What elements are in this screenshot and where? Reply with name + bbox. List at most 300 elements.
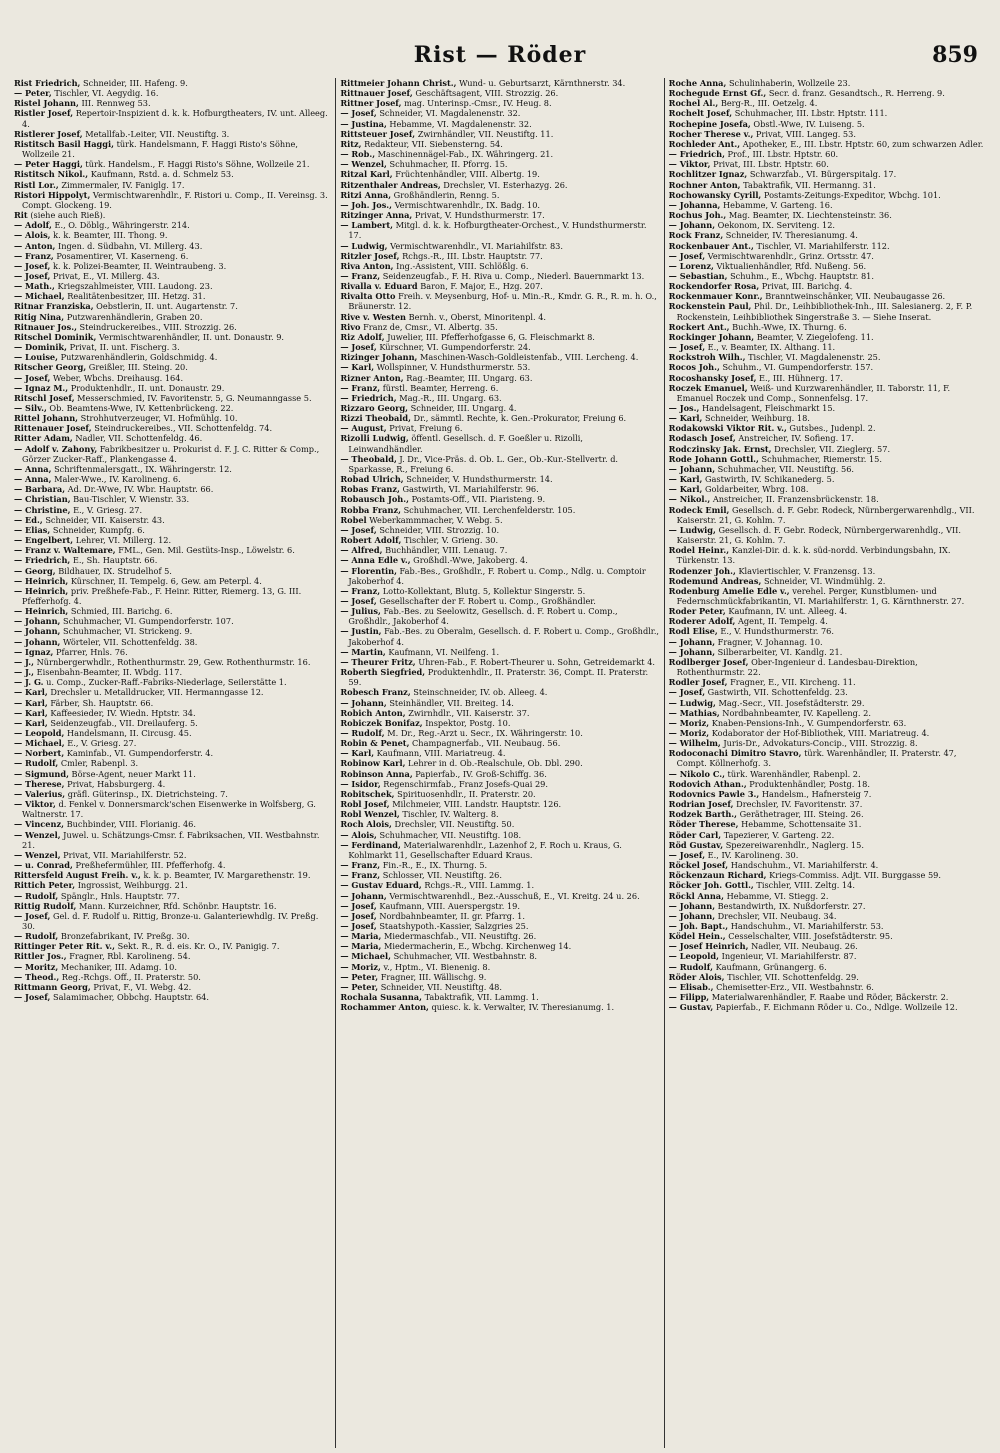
entry-name: Ritnar Franziska, xyxy=(14,301,94,312)
entry-name: Ristitsch Basil Haggi, xyxy=(14,138,114,149)
directory-entry xyxy=(340,830,659,840)
entry-details: Beamter, V. Ziegelofeng. 11. xyxy=(756,331,874,342)
entry-details: Kaufmann, Rstd. a. d. Schmelz 53. xyxy=(90,169,234,180)
entry-name: Rock Franz, xyxy=(668,230,724,241)
directory-entry xyxy=(14,962,331,972)
directory-entry xyxy=(340,891,659,901)
entry-details: Börse-Agent, neuer Markt 11. xyxy=(71,768,196,779)
directory-entry xyxy=(14,169,331,179)
directory-entry xyxy=(340,210,659,220)
entry-details: Schneider, III. Ungarg. 4. xyxy=(410,403,517,413)
entry-name: Rittinger Peter Rit. v., xyxy=(14,941,115,952)
directory-entry xyxy=(669,220,986,230)
entry-details: Steinhändler, VII. Breiteg. 14. xyxy=(389,697,514,708)
entry-name: — Theobald, xyxy=(340,453,397,464)
directory-entry xyxy=(669,200,986,210)
entry-name: Rodl Elise, xyxy=(668,626,718,637)
entry-name: — Jos., xyxy=(668,403,700,413)
directory-entry xyxy=(14,515,331,525)
directory-entry xyxy=(669,403,986,413)
entry-name: — Gustav Eduard, xyxy=(340,880,422,891)
directory-entry xyxy=(669,901,986,911)
directory-entry xyxy=(340,809,659,819)
entry-details: Lehrer, VI. Millerg. 12. xyxy=(75,535,172,546)
entry-details: Tischler, VI. Aegydig. 16. xyxy=(54,88,159,99)
entry-details: Pfarrer, Hnls. 76. xyxy=(55,646,128,657)
entry-details: Miedermaschfab., VII. Neustiftg. 26. xyxy=(383,931,537,942)
directory-entry xyxy=(14,139,331,159)
entry-name: — Anna, xyxy=(14,463,52,474)
entry-name: Ristitsch Nikol., xyxy=(14,169,89,180)
directory-entry xyxy=(14,484,331,494)
entry-name: — Nikolo C., xyxy=(668,768,725,779)
directory-entry xyxy=(340,139,659,149)
entry-name: Rittersfeld August Freih. v., xyxy=(14,870,141,881)
directory-entry xyxy=(669,169,986,179)
entry-details: Materialwarenhändler, F. Raabe und Röder, Bäckerstr. 2. xyxy=(711,992,949,1003)
entry-details: Schneider, Kumpfg. 6. xyxy=(52,524,145,535)
directory-entry xyxy=(14,626,331,636)
entry-details: Drechsler, VII. Zieglerg. 57. xyxy=(774,443,891,454)
entry-name: — Georg, xyxy=(14,565,56,576)
directory-entry xyxy=(340,657,659,667)
entry-name: Rockinger Johann, xyxy=(668,331,755,342)
entry-name: — Karl, xyxy=(14,697,48,708)
entry-details: Posamentirer, VI. Kaserneng. 6. xyxy=(56,250,189,261)
entry-details: Färber, Sh. Hauptstr. 66. xyxy=(50,697,154,708)
entry-details: Klaviertischler, V. Franzensg. 13. xyxy=(738,565,876,576)
directory-entry xyxy=(14,494,331,504)
directory-entry xyxy=(669,769,986,779)
entry-details: Maschinen-Wasch-Goldleistenfab., VIII. Lercheng. 4. xyxy=(420,352,639,363)
entry-details: Metallfab.-Leiter, VII. Neustiftg. 3. xyxy=(85,128,230,139)
directory-entry xyxy=(340,413,659,423)
directory-entry xyxy=(669,962,986,972)
directory-entry xyxy=(14,78,331,88)
directory-entry xyxy=(14,779,331,789)
entry-details: Drechsler, VI. Esterhazyg. 26. xyxy=(443,179,568,190)
entry-name: — Louise, xyxy=(14,352,58,363)
entry-details: Vermischtwarenhändler, II. unt. Donaustr. 9. xyxy=(98,331,285,342)
entry-details: Staatshypoth.-Kassier, Salzgries 25. xyxy=(379,920,529,931)
directory-entry xyxy=(14,535,331,545)
entry-name: — Anton, xyxy=(14,240,56,251)
entry-name: Robin & Penet, xyxy=(340,738,410,749)
entry-details: Kaffeesieder, IV. Wiedn. Hptstr. 34. xyxy=(50,707,196,718)
entry-details: Schuhmacher, VI. Strickeng. 9. xyxy=(63,626,193,637)
entry-name: Ristlerer Josef, xyxy=(14,128,83,139)
directory-entry xyxy=(340,281,659,291)
directory-entry xyxy=(669,159,986,169)
entry-name: Ritscher Georg, xyxy=(14,362,87,373)
directory-entry xyxy=(340,494,659,504)
entry-details: Produktenhdlr., II. unt. Donaustr. 29. xyxy=(70,382,225,393)
entry-name: — Karl, xyxy=(668,474,703,485)
page-title: Rist — Röder xyxy=(413,42,587,68)
entry-details: E., O. Döblg., Währingerstr. 214. xyxy=(54,220,190,231)
entry-name: Rist Friedrich, xyxy=(14,78,81,88)
entry-details: Privat, II. unt. Fischerg. 3. xyxy=(69,342,180,353)
entry-name: — Josef, xyxy=(340,910,377,921)
entry-details: Wund- u. Geburtsarzt, Kärnthnerstr. 34. xyxy=(459,78,626,88)
entry-name: Ritnauer Jos., xyxy=(14,321,77,332)
entry-name: Rochepine Josefa, xyxy=(668,118,751,129)
entry-name: — J., xyxy=(14,667,34,678)
directory-entry xyxy=(340,687,659,697)
directory-entry xyxy=(340,951,659,961)
entry-details: Gastwirth, VI. Mariahilferstr. 96. xyxy=(402,484,539,495)
entry-name: — Maria, xyxy=(340,931,382,942)
entry-name: — Peter, xyxy=(14,88,52,99)
directory-entry xyxy=(340,698,659,708)
entry-details: öffentl. Gesellsch. d. F. Goeßler u. Rizolli, Leinwandhändler. xyxy=(348,433,584,454)
directory-entry xyxy=(14,799,331,819)
entry-details: Vermischtwarenhdl., Bez.-Ausschuß, E., VI. Kreitg. 24 u. 26. xyxy=(389,890,640,901)
directory-entry xyxy=(340,931,659,941)
entry-name: — Justina, xyxy=(340,118,387,129)
entry-name: — Josef, xyxy=(340,595,377,606)
entry-details: Schneider, VII. Neustiftg. 48. xyxy=(380,981,502,992)
entry-details: Oebstlerin, II. unt. Augartenstr. 7. xyxy=(96,301,238,312)
entry-details: Schneider, III. Hafeng. 9. xyxy=(83,78,188,88)
entry-details: Hebamme, Schottensaite 31. xyxy=(741,819,862,830)
entry-name: Rochelt Josef, xyxy=(668,108,733,119)
entry-details: Hebamme, VI. Magdalenenstr. 32. xyxy=(389,118,532,129)
entry-name: Rockendorfer Rosa, xyxy=(668,281,760,292)
entry-name: — Lambert, xyxy=(340,220,393,231)
directory-entry xyxy=(340,769,659,779)
entry-details: Privat, III. Barichg. 4. xyxy=(761,281,853,292)
directory-entry xyxy=(669,505,986,525)
entry-name: Röckel Josef, xyxy=(668,860,729,871)
entry-details: Buchbinder, VIII. Florianig. 46. xyxy=(66,819,196,830)
entry-name: — Peter, xyxy=(340,971,379,982)
entry-name: — u. Conrad, xyxy=(14,860,73,871)
directory-entry xyxy=(340,312,659,322)
entry-name: Rodenzer Joh., xyxy=(668,565,736,576)
directory-entry xyxy=(669,830,986,840)
entry-details: Mann. Kurzeichner, Rfd. Schönbr. Hauptstr. 16. xyxy=(79,900,277,911)
entry-details: Bildhauer, IX. Strudelhof 5. xyxy=(58,565,172,576)
entry-details: Obstl.-Wwe, IV. Luiseng. 5. xyxy=(753,118,865,129)
entry-name: Ritschel Dominik, xyxy=(14,331,97,342)
entry-details: Oekonom, IX. Serviteng. 12. xyxy=(717,220,836,231)
entry-name: Rochegude Ernst Gf., xyxy=(668,88,767,99)
entry-name: — Josef, xyxy=(340,524,377,535)
directory-entry xyxy=(14,373,331,383)
entry-name: Röder Therese, xyxy=(668,819,739,830)
entry-name: Rodczinsky Jak. Ernst, xyxy=(668,443,772,454)
entry-details: E., V. Hundsthurmerstr. 76. xyxy=(720,626,834,637)
entry-name: — Karl, xyxy=(14,707,48,718)
directory-entry xyxy=(669,738,986,748)
entry-name: Röckenzaun Richard, xyxy=(668,870,767,881)
entry-name: Rocos Joh., xyxy=(668,362,720,373)
entry-name: — Wenzel, xyxy=(340,159,387,170)
entry-details: Freih. v. Meysenburg, Hof- u. Min.-R., Kmdr. G. R., R. m. h. O., Bräunerstr. 12. xyxy=(348,291,657,312)
entry-details: Schuhmacher, II. Pforrg. 15. xyxy=(389,159,508,170)
directory-entry xyxy=(340,718,659,728)
entry-details: Ad. Dr.-Wwe, IV. Wbr. Hauptstr. 66. xyxy=(67,484,214,495)
entry-details: Großhdl.-Wwe, Jakoberg. 4. xyxy=(413,555,528,566)
entry-details: mag. Unterinsp.-Cmsr., IV. Heug. 8. xyxy=(404,98,552,109)
directory-entry xyxy=(14,230,331,240)
entry-name: — Josef, xyxy=(668,849,706,860)
entry-name: Rittich Peter, xyxy=(14,880,76,891)
entry-name: Ristl Lor., xyxy=(14,179,59,190)
entry-name: — Johann, xyxy=(340,890,387,901)
entry-name: Roderer Adolf, xyxy=(668,616,736,627)
entry-name: Robba Franz, xyxy=(340,504,401,515)
entry-name: — Karl, xyxy=(340,362,375,373)
directory-entry xyxy=(14,758,331,768)
entry-name: — Karl, xyxy=(14,687,48,698)
directory-entry xyxy=(340,423,659,433)
entry-details: Cmler, Rabenpl. 3. xyxy=(60,758,139,769)
directory-entry xyxy=(340,606,659,626)
directory-column-left xyxy=(10,78,335,1448)
entry-details: Viktualienhändler, Rfd. Nußeng. 56. xyxy=(716,260,867,271)
entry-details: quiesc. k. k. Verwalter, IV. Theresianumg. 1. xyxy=(431,1002,615,1013)
entry-name: Rizzaro Georg, xyxy=(340,403,409,413)
directory-entry xyxy=(669,698,986,708)
directory-entry xyxy=(14,332,331,342)
directory-entry xyxy=(340,758,659,768)
entry-details: Papierfab., F. Eichmann Röder u. Co., Ndlge. Wollzeile 12. xyxy=(715,1002,958,1013)
directory-entry xyxy=(669,494,986,504)
entry-details: J. Dr., Vice-Präs. d. Ob. L. Ger., Ob.-Kur.-Stellvertr. d. Sparkasse, R., Freiung 6. xyxy=(348,453,619,474)
entry-name: — Rudolf, xyxy=(14,758,59,769)
directory-entry xyxy=(340,596,659,606)
entry-name: — Alois, xyxy=(14,230,51,241)
directory-entry xyxy=(669,616,986,626)
entry-name: Robas Franz, xyxy=(340,484,400,495)
entry-details: Gesellsch. d. F. Gebr. Rodeck, Nürnbergerwarenhdlg., VII. Kaiserstr. 21, G. Kohlm. 7. xyxy=(676,504,975,525)
entry-details: Zimmermaler, IV. Faniglg. 17. xyxy=(61,179,185,190)
entry-name: — Moriz, xyxy=(340,961,381,972)
entry-name: Robesch Franz, xyxy=(340,687,411,698)
directory-entry xyxy=(669,271,986,281)
entry-name: — August, xyxy=(340,423,387,434)
entry-name: — Ludwig, xyxy=(668,697,716,708)
directory-entry xyxy=(14,555,331,565)
entry-details: Vermischtwarenhdlr., IX. Badg. 10. xyxy=(394,199,541,210)
entry-details: Papierfab., IV. Groß-Schiffg. 36. xyxy=(415,768,547,779)
entry-details: Handelsm., Hafnersteig 7. xyxy=(761,788,872,799)
entry-details: Produktenhdlr., II. Praterstr. 36, Compt. II. Praterstr. 59. xyxy=(348,667,649,688)
entry-details: Secr. d. franz. Gesandtsch., R. Herreng. 9. xyxy=(768,88,945,99)
directory-entry xyxy=(14,637,331,647)
directory-entry xyxy=(340,992,659,1002)
directory-entry xyxy=(14,911,331,931)
entry-name: Rodasch Josef, xyxy=(668,433,736,444)
entry-name: — Peter Haggi, xyxy=(14,159,83,170)
entry-details: Tischler, VI. Mariahilferstr. 112. xyxy=(756,240,890,251)
directory-entry xyxy=(340,972,659,982)
entry-details: Putzwarenhändlerin, Graben 20. xyxy=(66,311,203,322)
directory-entry xyxy=(340,708,659,718)
directory-entry xyxy=(14,190,331,210)
entry-name: Ristel Johann, xyxy=(14,98,79,109)
directory-entry xyxy=(14,972,331,982)
entry-name: — Vincenz, xyxy=(14,819,64,830)
entry-name: — Heinrich, xyxy=(14,606,69,617)
entry-details: Schneider, Weihburg. 18. xyxy=(705,413,810,424)
entry-details: Cesselschalter, VIII. Josefstädterstr. 95. xyxy=(728,931,893,942)
entry-name: Ritter Adam, xyxy=(14,433,73,444)
directory-entry xyxy=(340,586,659,596)
directory-entry xyxy=(14,718,331,728)
entry-name: — Michael, xyxy=(340,951,391,962)
entry-details: Gastwirth, VII. Schottenfeldg. 23. xyxy=(707,687,848,698)
entry-details: Privat, E., VI. Millerg. 43. xyxy=(53,270,160,281)
entry-name: — Dominik, xyxy=(14,342,67,353)
entry-name: Robinow Karl, xyxy=(340,758,406,769)
entry-name: — Karl, xyxy=(14,717,48,728)
entry-name: — Johann, xyxy=(668,463,716,474)
entry-details: Reg.-Rchgs. Off., II. Praterstr. 50. xyxy=(61,971,201,982)
entry-name: — Franz, xyxy=(14,250,54,261)
directory-entry xyxy=(340,119,659,129)
entry-name: — Karl, xyxy=(340,748,375,759)
entry-details: Ob. Beamtens-Wwe, IV. Kettenbrückeng. 22. xyxy=(49,403,234,413)
entry-details: Weiß- und Kurzwarenhändler, II. Taborstr. 11, F. Emanuel Roczek und Comp., Sonnenfelsg. 17. xyxy=(676,382,951,403)
entry-details: E., V. Griesg. 27. xyxy=(67,738,137,749)
entry-name: Rocher Therese v., xyxy=(668,128,754,139)
entry-name: — Ignaz, xyxy=(14,646,54,657)
entry-name: — Florentin, xyxy=(340,565,397,576)
entry-details: Rchgs.-R., VIII. Lammg. 1. xyxy=(424,880,535,891)
entry-details: Geschäftsagent, VIII. Strozzig. 26. xyxy=(415,88,559,99)
entry-name: Rodoconachi Dimitro Stavro, xyxy=(668,748,802,759)
entry-details: Nordbahnbeamter, IV. Kapelleng. 2. xyxy=(722,707,871,718)
entry-details: Rchgs.-R., III. Lbstr. Hauptstr. 77. xyxy=(402,250,543,261)
entry-details: Kaminfab., VI. Gumpendorferstr. 4. xyxy=(66,748,214,759)
entry-name: Riva Anton, xyxy=(340,260,394,271)
entry-details: Schwarzfab., VI. Bürgerspitalg. 17. xyxy=(749,169,897,180)
entry-details: Drechsler, VII. Neubaug. 34. xyxy=(717,910,837,921)
directory-entry xyxy=(669,413,986,423)
entry-name: Rodakowski Viktor Rit. v., xyxy=(668,423,787,434)
directory-entry xyxy=(669,891,986,901)
entry-details: Nordbahnbeamter, II. gr. Pfarrg. 1. xyxy=(379,910,525,921)
entry-name: Ritschl Josef, xyxy=(14,392,75,403)
directory-entry xyxy=(14,698,331,708)
entry-details: Silberarbeiter, VI. Kandlg. 21. xyxy=(717,646,843,657)
directory-entry xyxy=(340,870,659,880)
directory-entry xyxy=(14,322,331,332)
entry-name: — Alois, xyxy=(340,829,377,840)
entry-name: — Franz, xyxy=(340,382,381,393)
entry-details: Spezereiwarenhdlr., Naglerg. 15. xyxy=(725,839,864,850)
entry-details: Weberkammmacher, V. Webg. 5. xyxy=(369,514,503,525)
entry-details: Schuhm., E., Wbchg. Hauptstr. 81. xyxy=(730,270,874,281)
entry-details: Fab.-Bes., Großhdlr., F. Robert u. Comp., Ndlg. u. Comptoir Jakoberhof 4. xyxy=(348,565,646,586)
entry-details: Privat, Freiung 6. xyxy=(389,423,463,434)
entry-name: Robitschek, xyxy=(340,788,395,799)
directory-entry xyxy=(669,911,986,921)
entry-name: Röder Carl, xyxy=(668,829,722,840)
entry-name: — Josef, xyxy=(340,900,377,911)
entry-details: Kürschner, II. Tempelg. 6, Gew. am Peterpl. 4. xyxy=(70,575,262,586)
entry-name: — Josef Heinrich, xyxy=(668,941,749,952)
entry-name: Rivalla v. Eduard xyxy=(340,281,418,292)
entry-name: — Johann, xyxy=(668,900,716,911)
entry-details: Tischler, VI. Magdalenenstr. 25. xyxy=(748,352,881,363)
entry-name: — Lorenz, xyxy=(668,260,714,271)
directory-entry xyxy=(340,901,659,911)
directory-entry xyxy=(340,362,659,372)
entry-details: türk. Warenhändler, II. Praterstr. 47, Compt. Köllnerhofg. 3. xyxy=(676,748,957,769)
directory-entry xyxy=(14,129,331,139)
entry-name: — Elisab., xyxy=(668,981,714,992)
entry-name: — Johann, xyxy=(668,636,716,647)
entry-name: Robl Josef, xyxy=(340,799,390,810)
entry-name: — Ludwig, xyxy=(340,240,388,251)
entry-name: — Wenzel, xyxy=(14,829,61,840)
directory-entry xyxy=(14,413,331,423)
entry-name: Rodemund Andreas, xyxy=(668,575,762,586)
entry-name: Rochowansky Cyrill, xyxy=(668,189,762,200)
entry-name: Rochel Al., xyxy=(668,98,719,109)
entry-name: — Josef, xyxy=(14,372,51,383)
directory-entry xyxy=(340,352,659,362)
entry-details: M. Dr., Reg.-Arzt u. Secr., IX. Währingerstr. 10. xyxy=(387,728,583,738)
entry-name: — Leopold, xyxy=(668,951,719,962)
directory-entry xyxy=(669,779,986,789)
directory-entry xyxy=(14,931,331,941)
directory-entry xyxy=(14,951,331,961)
directory-columns xyxy=(10,78,990,1448)
directory-entry xyxy=(669,230,986,240)
entry-name: Ritzinger Anna, xyxy=(340,210,413,221)
directory-entry xyxy=(669,718,986,728)
entry-details: Zwirnhdlr., VII. Kaiserstr. 37. xyxy=(408,707,530,718)
entry-name: — Joh. Bapt., xyxy=(668,920,729,931)
entry-name: Rodovich Athan., xyxy=(668,778,747,789)
entry-name: Rode Johann Gottl., xyxy=(668,453,759,464)
directory-entry xyxy=(14,474,331,484)
directory-entry xyxy=(669,352,986,362)
entry-name: Rittmann Georg, xyxy=(14,981,91,992)
entry-details: Schneider, IV. Theresianumg. 4. xyxy=(725,230,858,241)
entry-name: Rockenbauer Ant., xyxy=(668,240,754,251)
entry-name: Ritz, xyxy=(340,138,362,149)
entry-details: Schulinhaberin, Wollzeile 23. xyxy=(728,78,851,88)
entry-name: Rochammer Anton, xyxy=(340,1002,429,1013)
entry-name: Röd Gustav, xyxy=(668,839,724,850)
directory-entry xyxy=(14,261,331,271)
entry-details: Rag.-Beamter, III. Ungarg. 63. xyxy=(406,372,533,383)
directory-entry xyxy=(14,566,331,576)
entry-name: — Viktor, xyxy=(668,159,711,170)
entry-details: Nadler, VII. Schottenfeldg. 46. xyxy=(75,433,203,444)
directory-entry xyxy=(340,962,659,972)
entry-details: Schuhmacher, III. Lbstr. Hptstr. 111. xyxy=(734,108,888,119)
entry-details: Fragner, E., VII. Kircheng. 11. xyxy=(730,677,856,688)
directory-entry xyxy=(340,799,659,809)
directory-entry xyxy=(14,891,331,901)
entry-details: Schuhmacher, Riemerstr. 15. xyxy=(761,453,882,464)
entry-name: — Josef, xyxy=(14,910,51,921)
entry-name: — Adolf, xyxy=(14,220,52,231)
directory-entry xyxy=(340,647,659,657)
entry-name: — Johann, xyxy=(668,910,716,921)
entry-details: k. k. Polizei-Beamter, II. Weintraubeng. 3. xyxy=(53,260,227,271)
directory-entry xyxy=(14,769,331,779)
directory-entry xyxy=(340,373,659,383)
directory-entry xyxy=(340,535,659,545)
